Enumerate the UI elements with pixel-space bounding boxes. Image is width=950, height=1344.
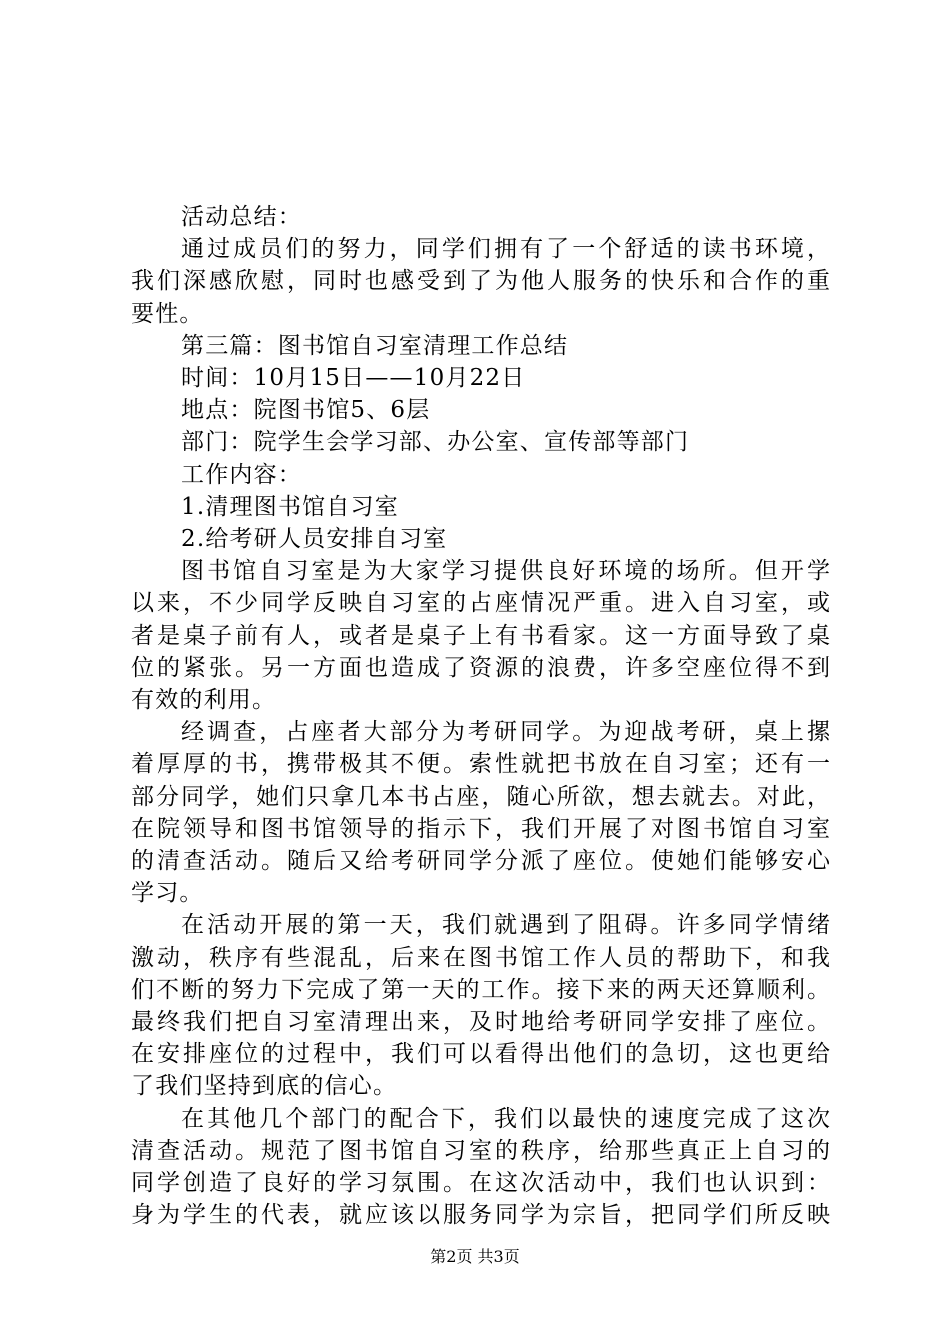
text-line: 激动，秩序有些混乱，后来在图书馆工作人员的帮助下，和我: [131, 944, 831, 971]
text-line: 部门：院学生会学习部、办公室、宣传部等部门: [181, 429, 690, 456]
text-line: 地点：院图书馆5、6层: [181, 397, 431, 424]
text-line: 学习。: [131, 880, 204, 907]
text-line: 身为学生的代表，就应该以服务同学为宗旨，把同学们所反映: [131, 1202, 831, 1229]
text-line: 2.给考研人员安排自习室: [181, 526, 448, 553]
text-line: 第三篇：图书馆自习室清理工作总结: [181, 332, 569, 359]
text-line: 了我们坚持到底的信心。: [131, 1073, 398, 1100]
text-line: 活动总结：: [181, 204, 302, 230]
text-line: 在其他几个部门的配合下，我们以最快的速度完成了这次: [181, 1105, 831, 1132]
text-line: 的清查活动。随后又给考研同学分派了座位。使她们能够安心: [131, 848, 831, 875]
text-line: 在院领导和图书馆领导的指示下，我们开展了对图书馆自习室: [131, 815, 831, 842]
text-line: 图书馆自习室是为大家学习提供良好环境的场所。但开学: [181, 558, 831, 585]
text-line: 以来，不少同学反映自习室的占座情况严重。进入自习室，或: [131, 590, 831, 617]
text-line: 清查活动。规范了图书馆自习室的秩序，给那些真正上自习的: [131, 1137, 831, 1164]
text-line: 工作内容：: [181, 461, 302, 488]
text-line: 1.清理图书馆自习室: [181, 493, 399, 520]
text-line: 们不断的努力下完成了第一天的工作。接下来的两天还算顺利。: [131, 976, 831, 1003]
text-line: 着厚厚的书，携带极其不便。索性就把书放在自习室；还有一: [131, 751, 831, 778]
text-line: 经调查，占座者大部分为考研同学。为迎战考研，桌上摞: [181, 719, 831, 746]
text-line: 我们深感欣慰，同时也感受到了为他人服务的快乐和合作的重: [131, 268, 831, 295]
text-line: 在安排座位的过程中，我们可以看得出他们的急切，这也更给: [131, 1041, 831, 1068]
text-line: 者是桌子前有人，或者是桌子上有书看家。这一方面导致了桌: [131, 622, 831, 649]
text-line: 同学创造了良好的学习氛围。在这次活动中，我们也认识到：: [131, 1170, 831, 1197]
text-line: 部分同学，她们只拿几本书占座，随心所欲，想去就去。对此，: [131, 783, 831, 810]
text-line: 在活动开展的第一天，我们就遇到了阻碍。许多同学情绪: [181, 912, 831, 939]
text-line: 要性。: [131, 300, 204, 327]
text-line: 位的紧张。另一方面也造成了资源的浪费，许多空座位得不到: [131, 654, 831, 681]
document-body: [131, 201, 831, 1232]
text-line: 时间：10月15日——10月22日: [181, 365, 526, 392]
page-footer: 第2页 共3页: [430, 1247, 520, 1266]
text-line: 通过成员们的努力，同学们拥有了一个舒适的读书环境，: [181, 236, 831, 263]
text-line: 最终我们把自习室清理出来，及时地给考研同学安排了座位。: [131, 1009, 831, 1036]
text-line: 有效的利用。: [131, 687, 277, 714]
